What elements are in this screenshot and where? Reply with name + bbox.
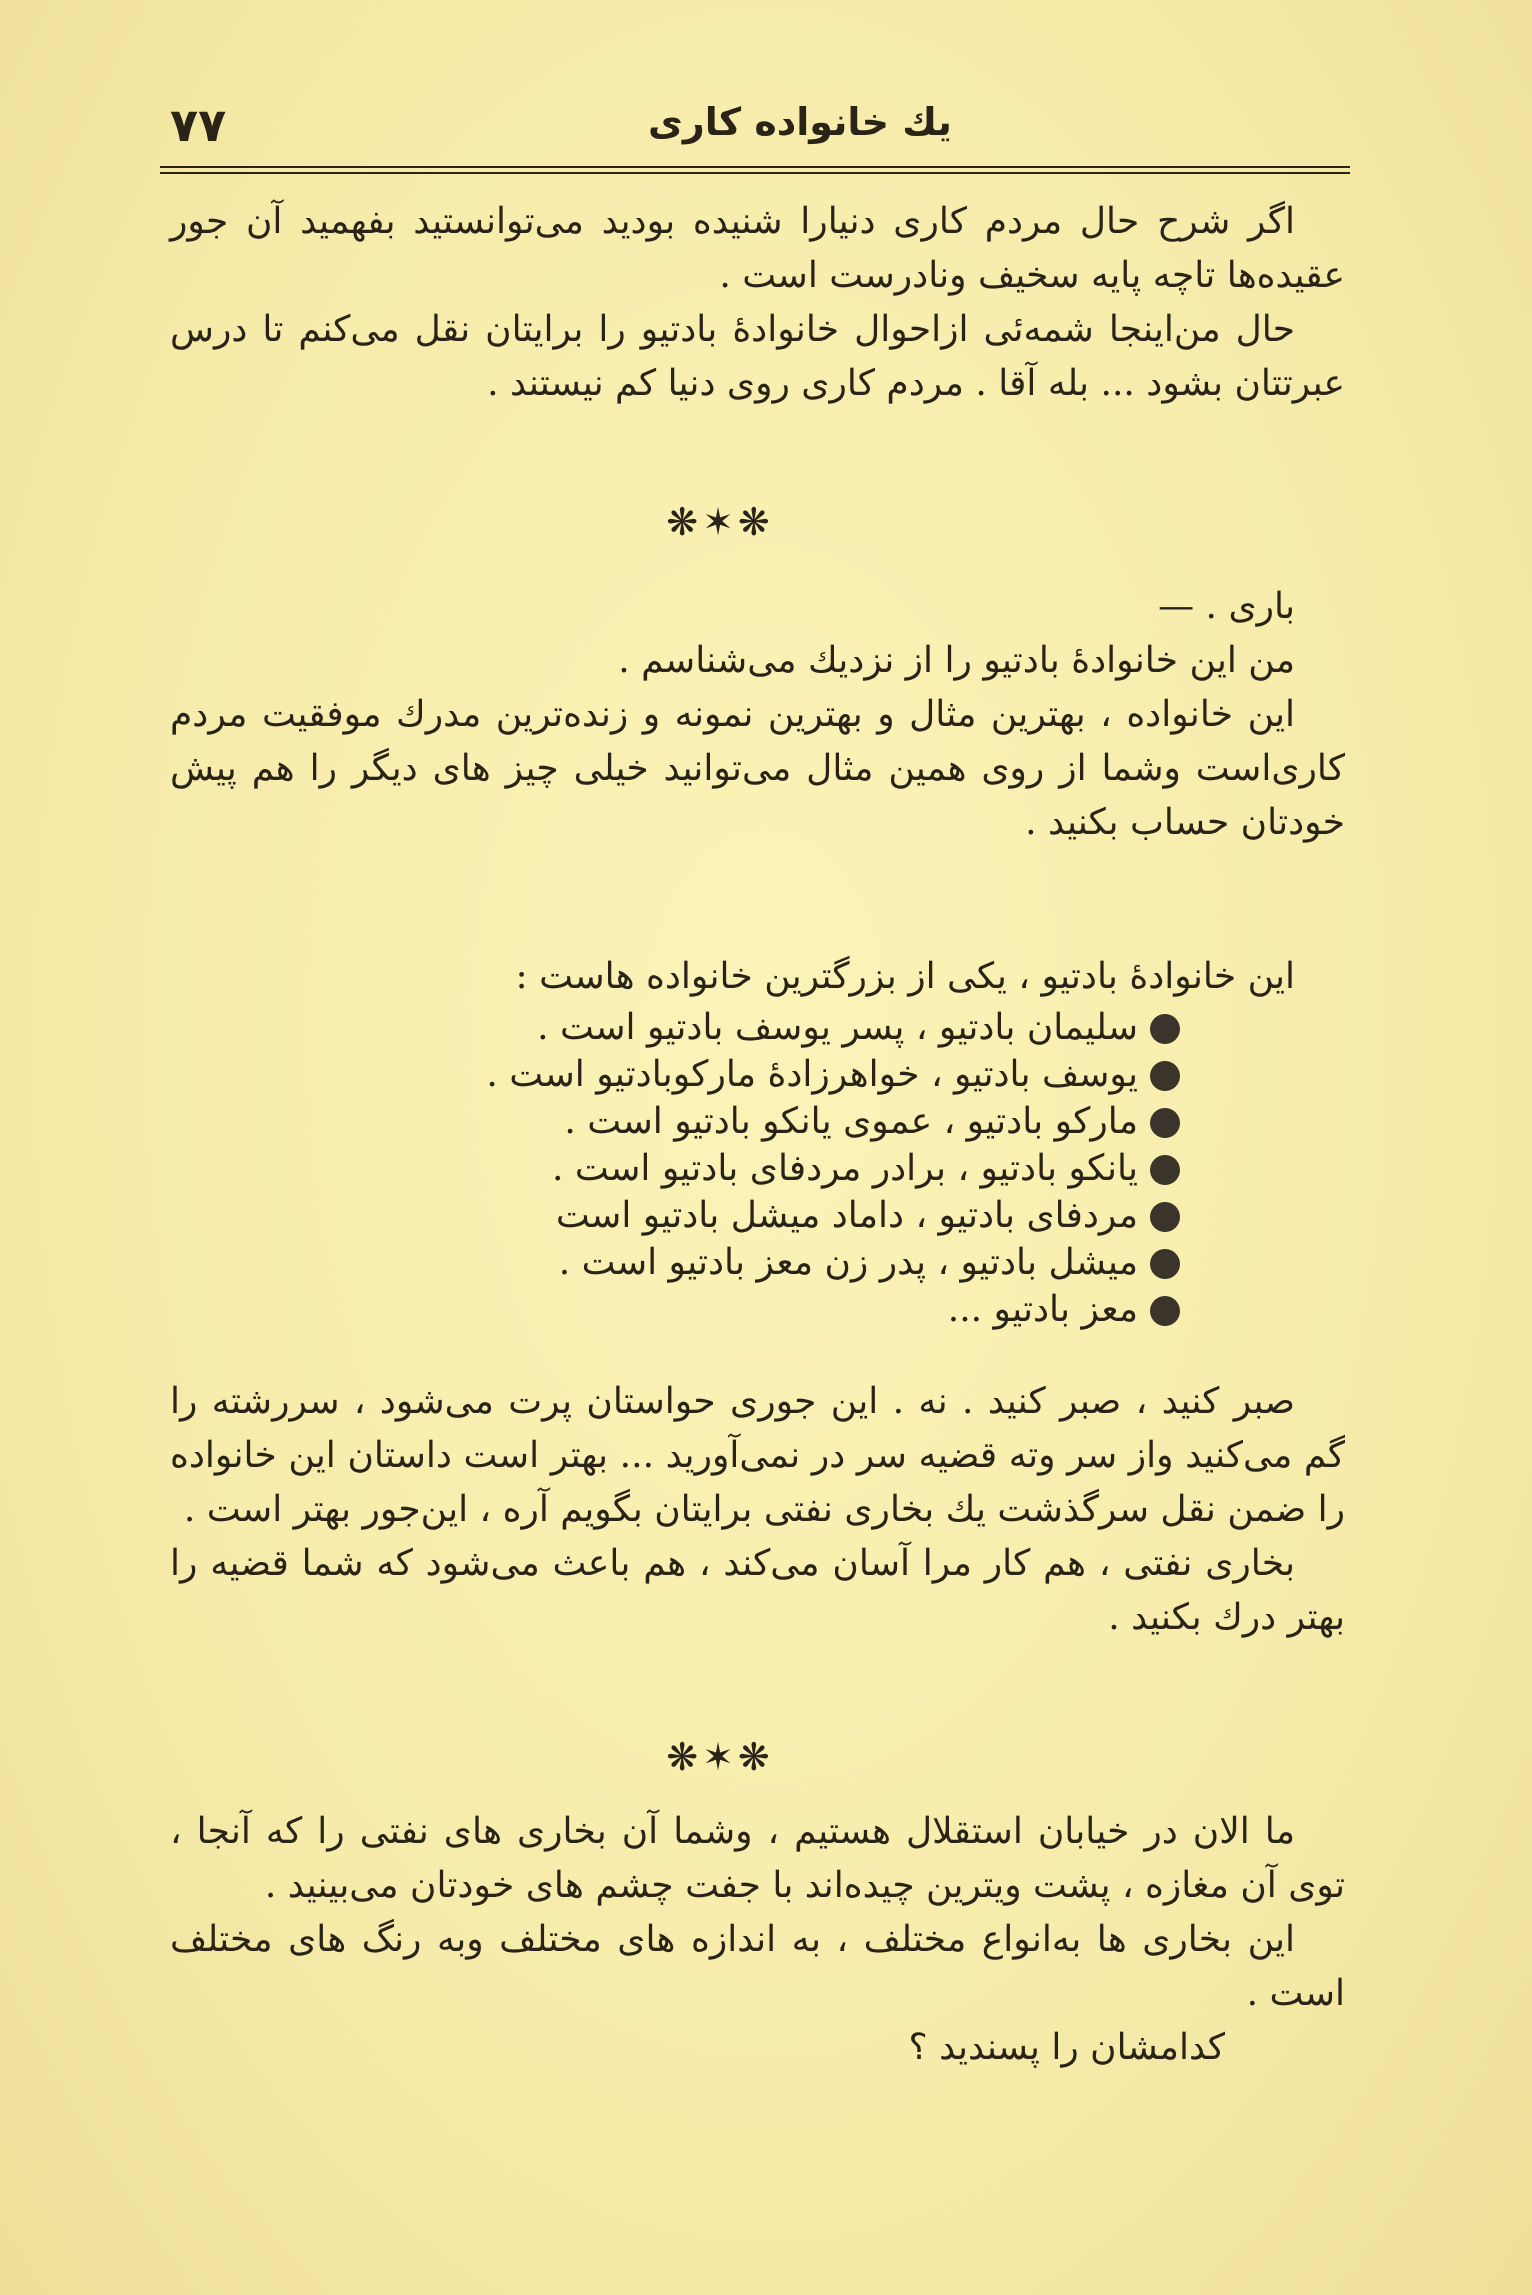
bullet-icon xyxy=(1150,1155,1180,1185)
list-item xyxy=(380,1287,1180,1334)
bullet-icon xyxy=(1150,1202,1180,1232)
paragraph: اين خانوادهٔ بادتيو ، يكى از بزرگترين خانواده هاست : xyxy=(515,956,1295,997)
list-item-text: مردفاى بادتيو ، داماد ميشل بادتيو است xyxy=(555,1195,1138,1237)
list-item xyxy=(380,1052,1180,1099)
bullet-icon xyxy=(1150,1296,1180,1326)
list-item-text: يوسف بادتيو ، خواهرزادهٔ ماركوبادتيو است . xyxy=(486,1054,1138,1096)
family-list xyxy=(380,1005,1180,1334)
running-title: يك خانواده كارى xyxy=(648,100,952,144)
bullet-icon xyxy=(1150,1014,1180,1044)
header-rule-top xyxy=(160,166,1350,168)
section-4 xyxy=(170,1805,1345,2075)
paragraph: اين خانواده ، بهترين مثال و بهترين نمونه و زنده‌ترين مدرك موفقيت مردم كارى‌است وشما از روى همين مثال مى‌توانيد خيلى چيز هاى ديگر را هم پيش خودتان حساب بكنيد . xyxy=(170,694,1345,843)
section-divider: ❋✶❋ xyxy=(666,1735,774,1779)
list-item xyxy=(380,1146,1180,1193)
header-rule-bottom xyxy=(160,172,1350,174)
list-item-text: معز بادتيو ... xyxy=(947,1289,1138,1331)
list-item-text: سليمان بادتيو ، پسر يوسف بادتيو است . xyxy=(537,1007,1138,1049)
bullet-icon xyxy=(1150,1061,1180,1091)
paragraph: اين بخارى ها به‌انواع مختلف ، به اندازه هاى مختلف وبه رنگ هاى مختلف است . xyxy=(170,1919,1345,2014)
paragraph: بارى . — xyxy=(1158,586,1295,627)
paragraph: ما الان در خيابان استقلال هستيم ، وشما آن بخارى هاى نفتى را كه آنجا ، توى آن مغازه ، پشت ويترين چيده‌اند با جفت چشم هاى خودتان مى‌بينيد . xyxy=(170,1811,1345,1906)
section-2 xyxy=(170,580,1345,850)
list-item-text: يانكو بادتيو ، برادر مردفاى بادتيو است . xyxy=(551,1148,1138,1190)
list-item xyxy=(380,1240,1180,1287)
family-intro xyxy=(170,950,1345,1004)
paragraph: اگر شرح حال مردم كارى دنيارا شنيده بوديد مى‌توانستيد بفهميد آن جور عقيده‌ها تاچه پايه سخيف ونادرست است . xyxy=(170,201,1345,296)
list-item-text: ميشل بادتيو ، پدر زن معز بادتيو است . xyxy=(558,1242,1138,1284)
paragraph: من اين خانوادهٔ بادتيو را از نزديك مى‌شناسم . xyxy=(618,640,1295,681)
page-header xyxy=(150,88,1350,158)
page-number: ۷۷ xyxy=(170,98,227,152)
paragraph: صبر كنيد ، صبر كنيد . نه . اين جورى حواستان پرت مى‌شود ، سررشته را گم مى‌كنيد واز سر وته قضيه سر در نمى‌آوريد ... بهتر است داستان اين خانواده را ضمن نقل سرگذشت يك بخارى نفتى برايتان بگويم آره ، اين‌جور بهتر است . xyxy=(170,1381,1345,1530)
list-item xyxy=(380,1099,1180,1146)
paragraph: كدامشان را پسنديد ؟ xyxy=(908,2027,1225,2068)
section-1 xyxy=(170,195,1345,411)
paragraph: بخارى نفتى ، هم كار مرا آسان مى‌كند ، هم باعث مى‌شود كه شما قضيه را بهتر درك بكنيد . xyxy=(170,1543,1345,1638)
bullet-icon xyxy=(1150,1108,1180,1138)
paragraph: حال من‌اينجا شمه‌ئى ازاحوال خانوادهٔ بادتيو را برايتان نقل مى‌كنم تا درس عبرتتان بشود ... بله آقا . مردم كارى روى دنيا كم نيستند . xyxy=(170,309,1345,404)
list-item xyxy=(380,1005,1180,1052)
section-3-body xyxy=(170,1375,1345,1645)
list-item-text: ماركو بادتيو ، عموى يانكو بادتيو است . xyxy=(564,1101,1138,1143)
list-item xyxy=(380,1193,1180,1240)
bullet-icon xyxy=(1150,1249,1180,1279)
section-divider: ❋✶❋ xyxy=(666,500,774,544)
